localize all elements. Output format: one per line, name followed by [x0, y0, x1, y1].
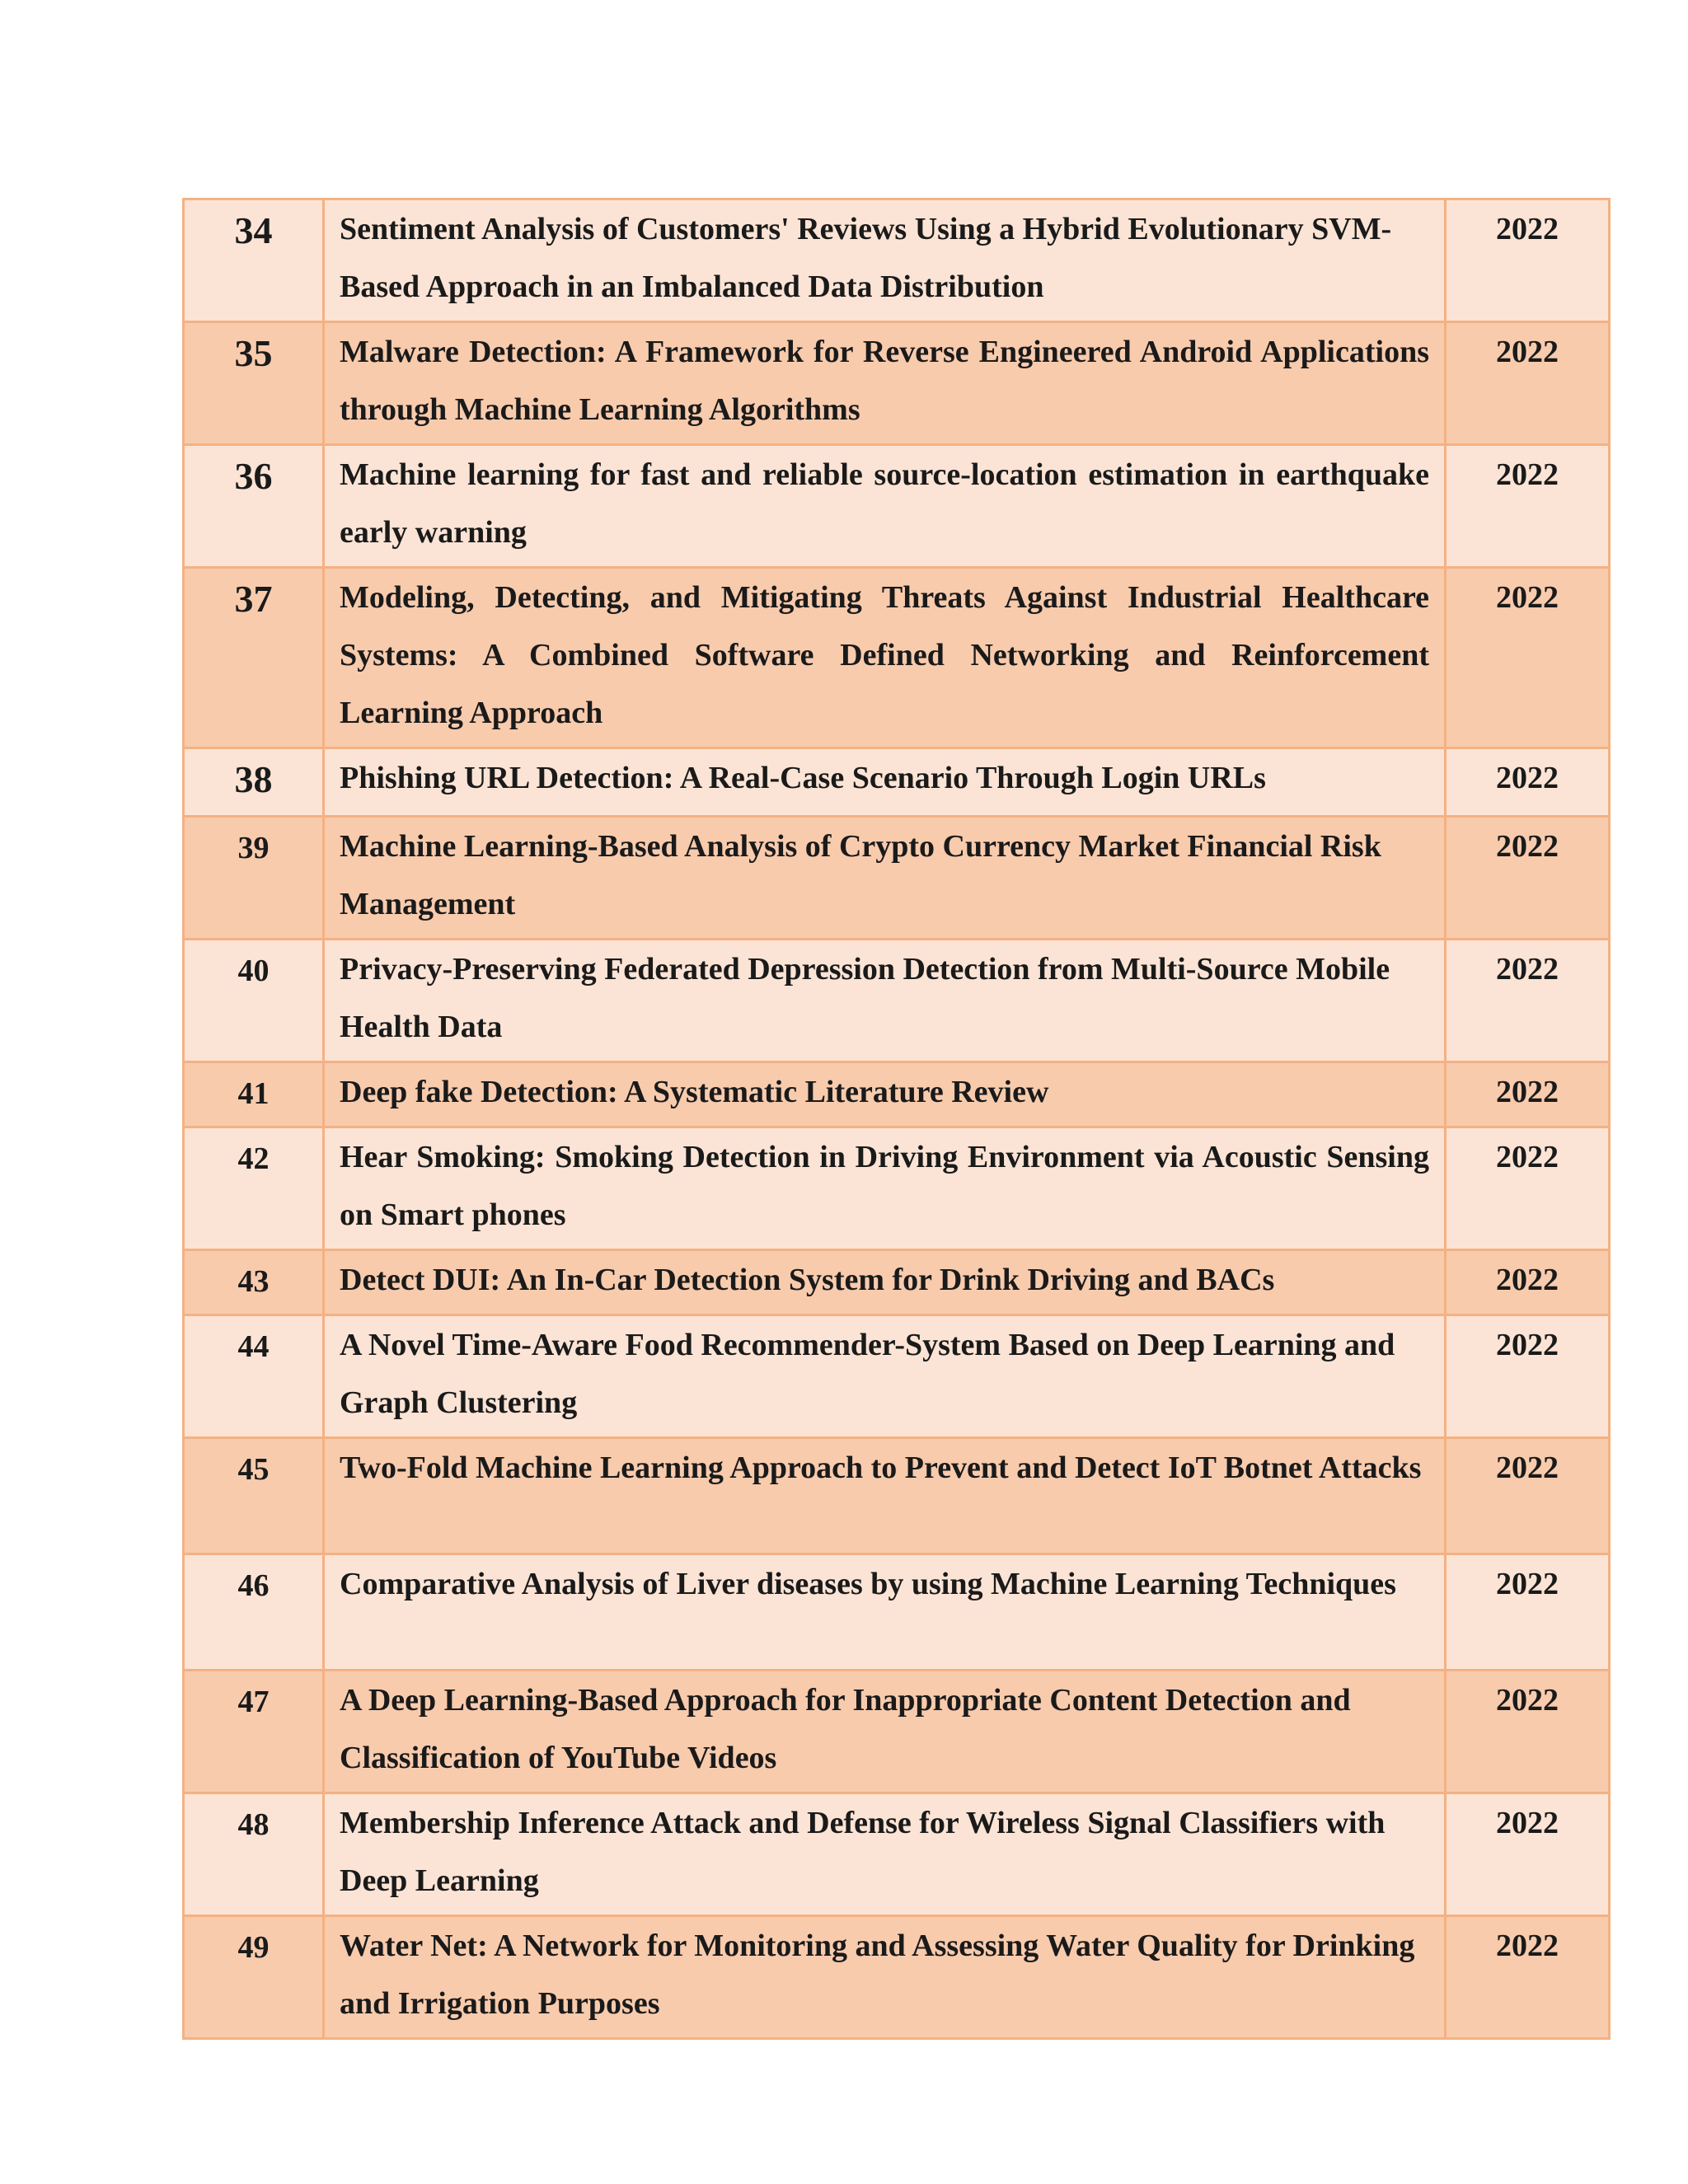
table-row: [184, 1916, 1610, 2039]
paper-title: Machine Learning-Based Analysis of Crypto Currency Market Financial Risk Management: [324, 817, 1446, 940]
row-number: 46: [184, 1554, 324, 1671]
publication-year: 2022: [1446, 1062, 1610, 1127]
table-row: [184, 445, 1610, 568]
table-row: [184, 1554, 1610, 1671]
row-number: 45: [184, 1438, 324, 1554]
publication-year: 2022: [1446, 1793, 1610, 1916]
paper-title: Sentiment Analysis of Customers' Reviews Using a Hybrid Evolutionary SVM-Based Approach in an Imbalanced Data Distribution: [324, 199, 1446, 322]
publication-year: 2022: [1446, 445, 1610, 568]
row-number: 36: [184, 445, 324, 568]
table-row: [184, 817, 1610, 940]
paper-title: Water Net: A Network for Monitoring and Assessing Water Quality for Drinking and Irrigation Purposes: [324, 1916, 1446, 2039]
row-number: 42: [184, 1127, 324, 1250]
table-row: [184, 1671, 1610, 1793]
paper-title: Modeling, Detecting, and Mitigating Threats Against Industrial Healthcare Systems: A Combined Software Defined Networking and Reinforcement Learning Approach: [324, 568, 1446, 748]
table-row: [184, 1793, 1610, 1916]
row-number: 40: [184, 940, 324, 1062]
publication-year: 2022: [1446, 817, 1610, 940]
table-row: [184, 322, 1610, 445]
paper-title: A Deep Learning-Based Approach for Inappropriate Content Detection and Classification of YouTube Videos: [324, 1671, 1446, 1793]
publication-year: 2022: [1446, 1554, 1610, 1671]
paper-title: Privacy-Preserving Federated Depression Detection from Multi-Source Mobile Health Data: [324, 940, 1446, 1062]
paper-title: Comparative Analysis of Liver diseases by using Machine Learning Techniques: [324, 1554, 1446, 1671]
publication-year: 2022: [1446, 322, 1610, 445]
publication-year: 2022: [1446, 940, 1610, 1062]
publication-year: 2022: [1446, 568, 1610, 748]
row-number: 43: [184, 1250, 324, 1315]
table-row: [184, 940, 1610, 1062]
table-row: [184, 1062, 1610, 1127]
row-number: 47: [184, 1671, 324, 1793]
publication-year: 2022: [1446, 1916, 1610, 2039]
publications-table: [182, 198, 1611, 2040]
row-number: 35: [184, 322, 324, 445]
publication-year: 2022: [1446, 1438, 1610, 1554]
publication-year: 2022: [1446, 1127, 1610, 1250]
paper-title: Membership Inference Attack and Defense for Wireless Signal Classifiers with Deep Learning: [324, 1793, 1446, 1916]
row-number: 41: [184, 1062, 324, 1127]
row-number: 34: [184, 199, 324, 322]
table-row: [184, 1127, 1610, 1250]
row-number: 39: [184, 817, 324, 940]
paper-title: Machine learning for fast and reliable source-location estimation in earthquake early warning: [324, 445, 1446, 568]
row-number: 49: [184, 1916, 324, 2039]
publication-year: 2022: [1446, 1315, 1610, 1438]
table-row: [184, 1438, 1610, 1554]
publication-year: 2022: [1446, 1250, 1610, 1315]
publication-year: 2022: [1446, 748, 1610, 817]
paper-title: A Novel Time-Aware Food Recommender-System Based on Deep Learning and Graph Clustering: [324, 1315, 1446, 1438]
row-number: 44: [184, 1315, 324, 1438]
publication-year: 2022: [1446, 199, 1610, 322]
paper-title: Two-Fold Machine Learning Approach to Prevent and Detect IoT Botnet Attacks: [324, 1438, 1446, 1554]
table-row: [184, 199, 1610, 322]
table-row: [184, 1250, 1610, 1315]
paper-title: Deep fake Detection: A Systematic Literature Review: [324, 1062, 1446, 1127]
paper-title: Phishing URL Detection: A Real-Case Scenario Through Login URLs: [324, 748, 1446, 817]
table-row: [184, 1315, 1610, 1438]
paper-title: Detect DUI: An In-Car Detection System for Drink Driving and BACs: [324, 1250, 1446, 1315]
row-number: 48: [184, 1793, 324, 1916]
paper-title: Malware Detection: A Framework for Reverse Engineered Android Applications through Machine Learning Algorithms: [324, 322, 1446, 445]
publication-year: 2022: [1446, 1671, 1610, 1793]
row-number: 37: [184, 568, 324, 748]
paper-title: Hear Smoking: Smoking Detection in Driving Environment via Acoustic Sensing on Smart phones: [324, 1127, 1446, 1250]
row-number: 38: [184, 748, 324, 817]
table-row: [184, 568, 1610, 748]
table-row: [184, 748, 1610, 817]
